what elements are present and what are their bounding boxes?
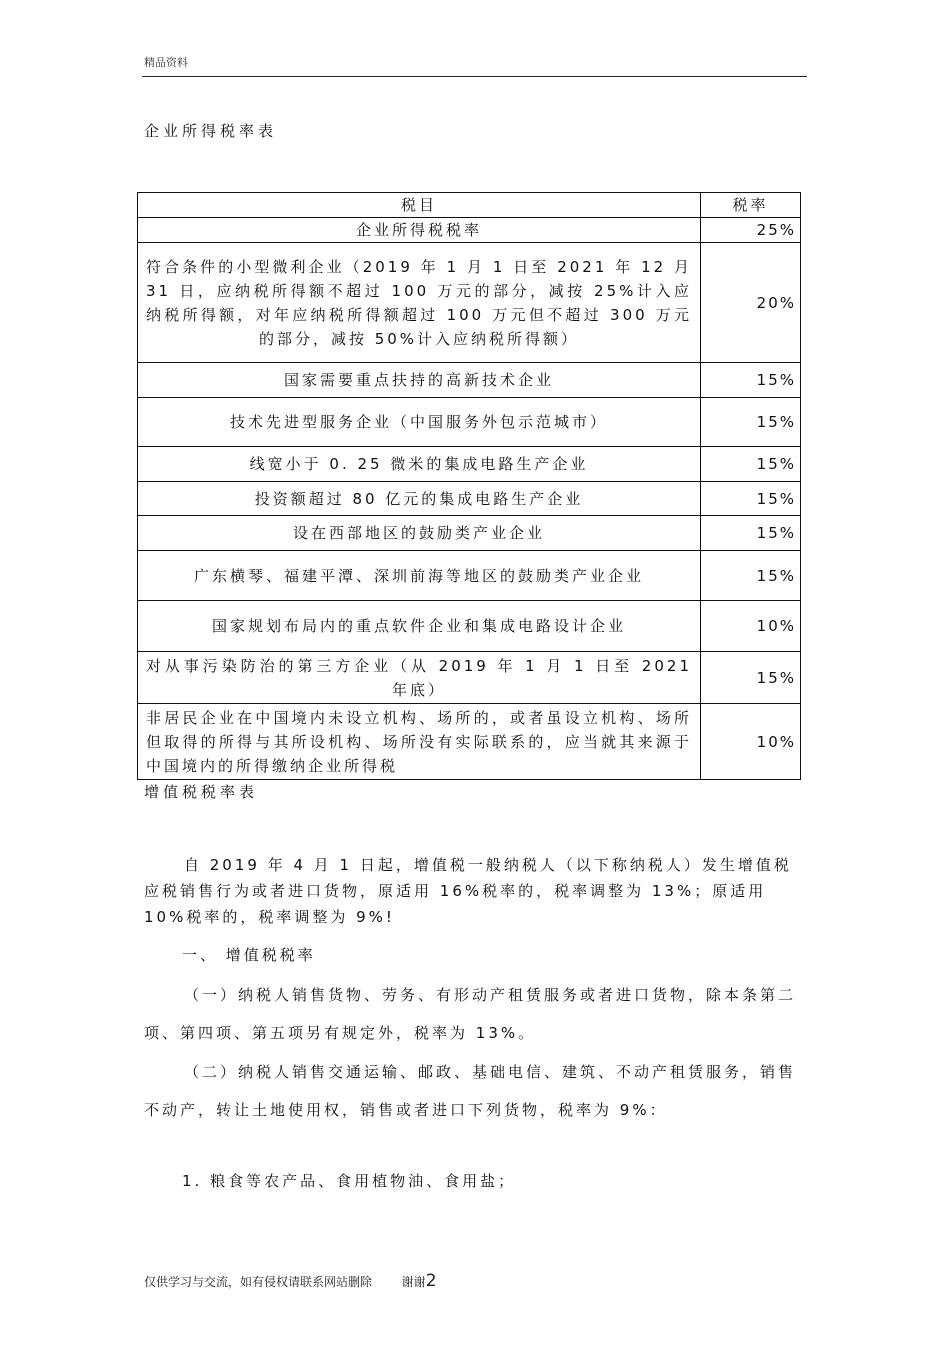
table-row: [138, 482, 801, 516]
table-row: [138, 218, 801, 243]
table-cell-rate: 15%: [701, 363, 801, 398]
table-cell-rate: 15%: [701, 551, 801, 601]
table-cell-item: 对从事污染防治的第三方企业（从 2019 年 1 月 1 日至 2021 年底）: [138, 652, 701, 704]
table-cell-rate: 25%: [701, 218, 801, 243]
table-row: [138, 516, 801, 551]
table-cell-rate: 15%: [701, 482, 801, 516]
header-divider: [142, 76, 807, 77]
table-cell-rate: 15%: [701, 652, 801, 704]
column-header-item: 税目: [138, 193, 701, 218]
table-cell-rate: 15%: [701, 447, 801, 482]
table-cell-rate: 15%: [701, 516, 801, 551]
header-label: 精品资料: [144, 56, 188, 69]
column-header-rate: 税率: [701, 193, 801, 218]
table-cell-rate: 10%: [701, 601, 801, 652]
table-cell-item: 投资额超过 80 亿元的集成电路生产企业: [138, 482, 701, 516]
footer: [144, 1271, 437, 1291]
table-cell-item: 符合条件的小型微利企业（2019 年 1 月 1 日至 2021 年 12 月 31 日，应纳税所得额不超过 100 万元的部分，减按 25%计入应纳税所得额，对年应纳税所得额超过 100 万元但不超过 300 万元的部分，减按 50%计入应纳税所得额）: [138, 243, 701, 363]
table-row: [138, 601, 801, 652]
vat-item-2: （二）纳税人销售交通运输、邮政、基础电信、建筑、不动产租赁服务，销售不动产，转让土地使用权，销售或者进口下列货物，税率为 9%：: [144, 1063, 797, 1119]
footer-thanks: 谢谢: [401, 1275, 426, 1289]
table-row: [138, 243, 801, 363]
vat-item-1: （一）纳税人销售货物、劳务、有形动产租赁服务或者进口货物，除本条第二项、第四项、第五项另有规定外，税率为 13%。: [144, 986, 797, 1042]
table-row: [138, 704, 801, 780]
table-cell-item: 企业所得税税率: [138, 218, 701, 243]
table-cell-rate: 10%: [701, 704, 801, 780]
table-cell-rate: 15%: [701, 398, 801, 447]
table-row: [138, 363, 801, 398]
vat-list-item-1: 1. 粮食等农产品、食用植物油、食用盐；: [182, 1172, 517, 1190]
footer-disclaimer: 仅供学习与交流，如有侵权请联系网站删除: [144, 1275, 373, 1289]
table-cell-rate: 20%: [701, 243, 801, 363]
section-title-vat: 增值税税率表: [144, 783, 259, 801]
table-row: [138, 652, 801, 704]
table-row: [138, 398, 801, 447]
vat-section-heading: 一、 增值税税率: [182, 946, 316, 964]
table-row: [138, 551, 801, 601]
table-row: [138, 447, 801, 482]
table-cell-item: 非居民企业在中国境内未设立机构、场所的，或者虽设立机构、场所但取得的所得与其所设机构、场所没有实际联系的，应当就其来源于中国境内的所得缴纳企业所得税: [138, 704, 701, 780]
table-cell-item: 广东横琴、福建平潭、深圳前海等地区的鼓励类产业企业: [138, 551, 701, 601]
table-cell-item: 设在西部地区的鼓励类产业企业: [138, 516, 701, 551]
page-title: 企业所得税率表: [144, 122, 278, 140]
tax-rate-table: [137, 192, 801, 780]
table-cell-item: 国家规划布局内的重点软件企业和集成电路设计企业: [138, 601, 701, 652]
table-cell-item: 国家需要重点扶持的高新技术企业: [138, 363, 701, 398]
table-cell-item: 线宽小于 0. 25 微米的集成电路生产企业: [138, 447, 701, 482]
table-header-row: [138, 193, 801, 218]
vat-intro-paragraph: 自 2019 年 4 月 1 日起，增值税一般纳税人（以下称纳税人）发生增值税应税销售行为或者进口货物，原适用 16%税率的，税率调整为 13%；原适用 10%税率的，税率调整为 9%!: [144, 856, 792, 926]
page-number: 2: [425, 1271, 437, 1291]
table-cell-item: 技术先进型服务企业（中国服务外包示范城市）: [138, 398, 701, 447]
